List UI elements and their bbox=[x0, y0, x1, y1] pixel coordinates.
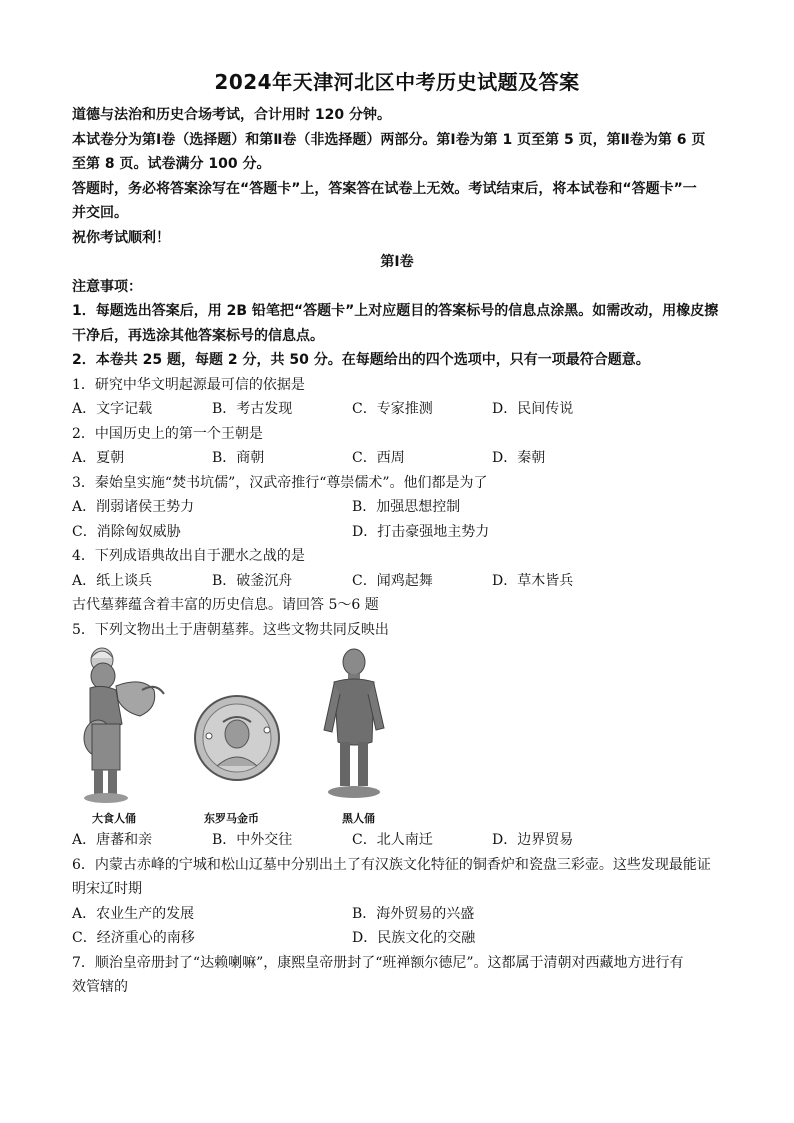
intro-line: 道德与法治和历史合场考试，合计用时 120 分钟。 bbox=[72, 107, 391, 123]
option-c: C．消除匈奴威胁 bbox=[72, 523, 181, 540]
intro-line: 并交回。 bbox=[72, 205, 128, 221]
lead-text: 古代墓葬蕴含着丰富的历史信息。请回答 5～6 题 bbox=[72, 597, 379, 613]
option-b: B．海外贸易的兴盛 bbox=[352, 905, 475, 922]
option-b: B．中外交往 bbox=[212, 832, 293, 848]
question-6-stem-cont: 明宋辽时期 bbox=[72, 881, 142, 897]
option-a: A．农业生产的发展 bbox=[72, 905, 195, 922]
option-d: D．民族文化的交融 bbox=[352, 930, 476, 946]
option-a: A．削弱诸侯王势力 bbox=[72, 499, 195, 515]
dashi-figurine-image bbox=[72, 646, 172, 806]
option-d: D．打击豪强地主势力 bbox=[352, 523, 490, 540]
note-line: 2．本卷共 25 题，每题 2 分，共 50 分。在每题给出的四个选项中，只有一项最符合题意。 bbox=[72, 352, 650, 368]
intro-block bbox=[72, 103, 722, 250]
exam-page bbox=[72, 64, 722, 1000]
option-d: D．边界贸易 bbox=[492, 832, 574, 848]
option-a: A．文字记载 bbox=[72, 401, 153, 417]
option-b: B．考古发现 bbox=[212, 401, 293, 417]
question-2-stem: 2．中国历史上的第一个王朝是 bbox=[72, 425, 263, 442]
option-c: C．专家推测 bbox=[352, 401, 433, 417]
option-c: C．西周 bbox=[352, 450, 405, 466]
option-a: A．纸上谈兵 bbox=[72, 572, 153, 589]
option-b: B．加强思想控制 bbox=[352, 499, 461, 515]
artifact-figures bbox=[72, 646, 722, 826]
intro-line: 至第 8 页。试卷满分 100 分。 bbox=[72, 156, 271, 172]
intro-line: 答题时，务必将答案涂写在“答题卡”上，答案答在试卷上无效。考试结束后，将本试卷和“答题卡”一 bbox=[72, 180, 697, 197]
option-b: B．破釜沉舟 bbox=[212, 572, 293, 589]
question-7-stem: 7．顺治皇帝册封了“达赖喇嘛”，康熙皇帝册封了“班禅额尔德尼”。这都属于清朝对西藏地方进行有 bbox=[72, 954, 684, 971]
intro-line: 祝你考试顺利！ bbox=[72, 229, 170, 246]
option-d: D．草木皆兵 bbox=[492, 572, 574, 589]
question-6-stem: 6．内蒙古赤峰的宁城和松山辽墓中分别出土了有汉族文化特征的铜香炉和瓷盘三彩壶。这些发现最能证 bbox=[72, 856, 711, 873]
question-4-options bbox=[72, 569, 722, 594]
section-title: 第Ⅰ卷 bbox=[380, 254, 414, 270]
figure-caption: 大食人俑 bbox=[92, 812, 136, 825]
intro-line: 本试卷分为第Ⅰ卷（选择题）和第Ⅱ卷（非选择题）两部分。第Ⅰ卷为第 1 页至第 5 页，第Ⅱ卷为第 6 页 bbox=[72, 131, 706, 148]
option-a: A．唐蕃和亲 bbox=[72, 832, 153, 848]
question-4-stem: 4．下列成语典故出自于淝水之战的是 bbox=[72, 548, 305, 564]
option-d: D．秦朝 bbox=[492, 450, 546, 466]
note-line: 干净后，再选涂其他答案标号的信息点。 bbox=[72, 327, 324, 344]
question-5-stem: 5．下列文物出土于唐朝墓葬。这些文物共同反映出 bbox=[72, 621, 389, 638]
notes-block bbox=[72, 275, 722, 373]
question-6-options bbox=[72, 902, 722, 951]
note-line: 1．每题选出答案后，用 2B 铅笔把“答题卡”上对应题目的答案标号的信息点涂黑。如需改动，用橡皮擦 bbox=[72, 303, 719, 319]
question-2-options bbox=[72, 446, 722, 471]
option-c: C．闻鸡起舞 bbox=[352, 572, 433, 589]
question-1-options bbox=[72, 397, 722, 422]
question-3-options bbox=[72, 495, 722, 544]
question-3-stem: 3．秦始皇实施“焚书坑儒”，汉武帝推行“尊崇儒术”。他们都是为了 bbox=[72, 474, 488, 491]
page-title: 2024年天津河北区中考历史试题及答案 bbox=[214, 70, 580, 94]
option-d: D．民间传说 bbox=[492, 401, 574, 417]
question-1-stem: 1．研究中华文明起源最可信的依据是 bbox=[72, 376, 305, 393]
figure-caption: 黑人俑 bbox=[342, 812, 375, 825]
option-c: C．北人南迁 bbox=[352, 832, 433, 848]
option-b: B．商朝 bbox=[212, 450, 265, 466]
figure-caption: 东罗马金币 bbox=[204, 812, 259, 825]
byzantine-coin-image bbox=[187, 688, 287, 788]
notes-heading: 注意事项： bbox=[72, 278, 142, 295]
question-5-options bbox=[72, 828, 722, 853]
option-c: C．经济重心的南移 bbox=[72, 930, 195, 946]
question-7-stem-cont: 效管辖的 bbox=[72, 979, 128, 995]
option-a: A．夏朝 bbox=[72, 450, 125, 466]
black-figurine-image bbox=[312, 646, 402, 806]
